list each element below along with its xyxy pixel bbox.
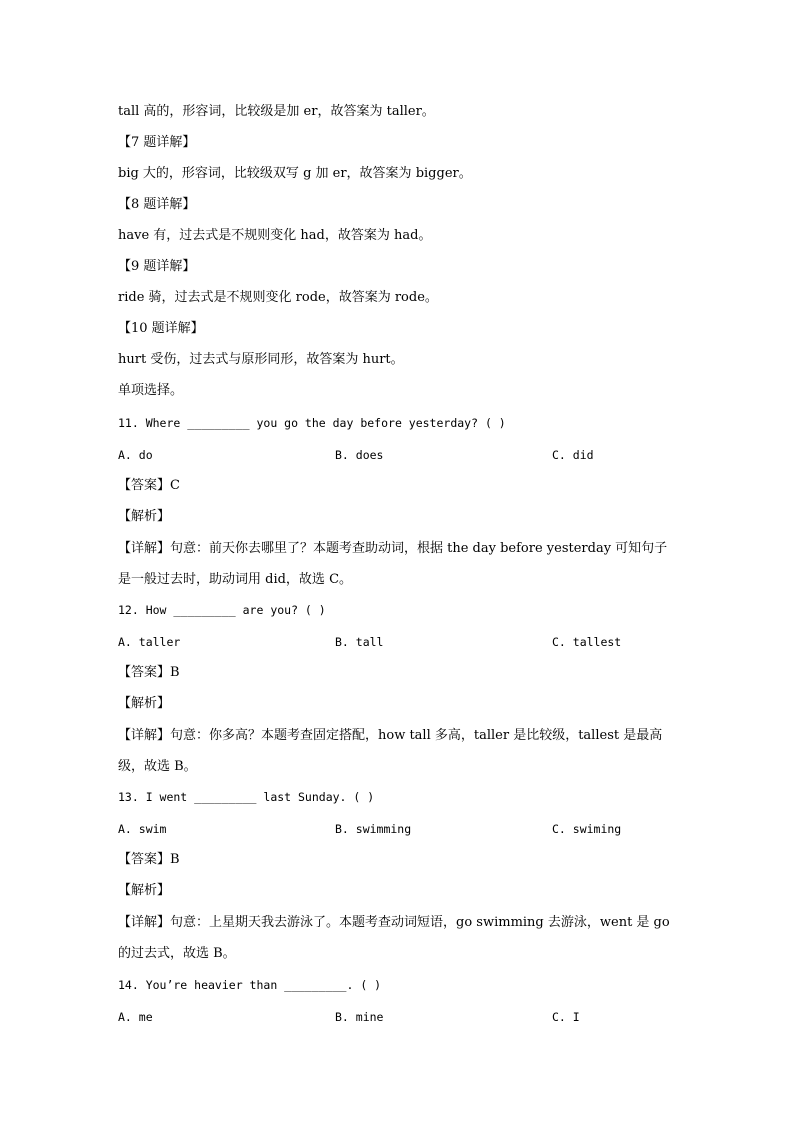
question-11-option-b: B. does — [335, 448, 384, 462]
question-13-option-a: A. swim — [118, 822, 167, 836]
question-14-option-c: C. I — [552, 1010, 580, 1024]
heading-q7-detail: 【7 题详解】 — [118, 135, 196, 150]
explanation-ride: ride 骑，过去式是不规则变化 rode，故答案为 rode。 — [118, 290, 438, 305]
question-13-analysis-label: 【解析】 — [118, 883, 171, 898]
question-12-option-c: C. tallest — [552, 635, 622, 649]
explanation-big: big 大的，形容词，比较级双写 g 加 er，故答案为 bigger。 — [118, 166, 472, 181]
question-14-option-b: B. mine — [335, 1010, 384, 1024]
question-13-detail: 【详解】句意：上星期天我去游泳了。本题考查动词短语，go swimming 去游泳，went 是 go 的过去式，故选 B。 — [118, 915, 670, 961]
question-11-detail: 【详解】句意：前天你去哪里了？本题考查助动词，根据 the day before yesterday 可知句子是一般过去时，助动词用 did，故选 C。 — [118, 541, 668, 587]
question-12-stem: 12. How _________ are you? ( ) — [118, 603, 326, 617]
question-13-option-b: B. swimming — [335, 822, 412, 836]
heading-q10-detail: 【10 题详解】 — [118, 321, 204, 336]
heading-q9-detail: 【9 题详解】 — [118, 259, 196, 274]
question-11-stem: 11. Where _________ you go the day before yesterday? ( ) — [118, 416, 506, 430]
explanation-tall: tall 高的，形容词，比较级是加 er，故答案为 taller。 — [118, 104, 435, 119]
question-12-answer: 【答案】B — [118, 665, 180, 680]
question-12-option-b: B. tall — [335, 635, 384, 649]
explanation-have: have 有，过去式是不规则变化 had，故答案为 had。 — [118, 228, 432, 243]
question-14-option-a: A. me — [118, 1010, 153, 1024]
question-11-analysis-label: 【解析】 — [118, 509, 171, 524]
section-title: 单项选择。 — [118, 383, 184, 398]
question-11-answer: 【答案】C — [118, 478, 180, 493]
question-11-option-a: A. do — [118, 448, 153, 462]
question-12-analysis-label: 【解析】 — [118, 696, 171, 711]
question-13-stem: 13. I went _________ last Sunday. ( ) — [118, 790, 375, 804]
question-12-detail: 【详解】句意：你多高？本题考查固定搭配，how tall 多高，taller 是比较级，tallest 是最高级，故选 B。 — [118, 728, 663, 774]
explanation-hurt: hurt 受伤，过去式与原形同形，故答案为 hurt。 — [118, 352, 404, 367]
question-14-stem: 14. You’re heavier than _________. ( ) — [118, 978, 382, 992]
question-12-option-a: A. taller — [118, 635, 181, 649]
heading-q8-detail: 【8 题详解】 — [118, 197, 196, 212]
question-13-answer: 【答案】B — [118, 852, 180, 867]
question-11-option-c: C. did — [552, 448, 594, 462]
question-13-option-c: C. swiming — [552, 822, 622, 836]
